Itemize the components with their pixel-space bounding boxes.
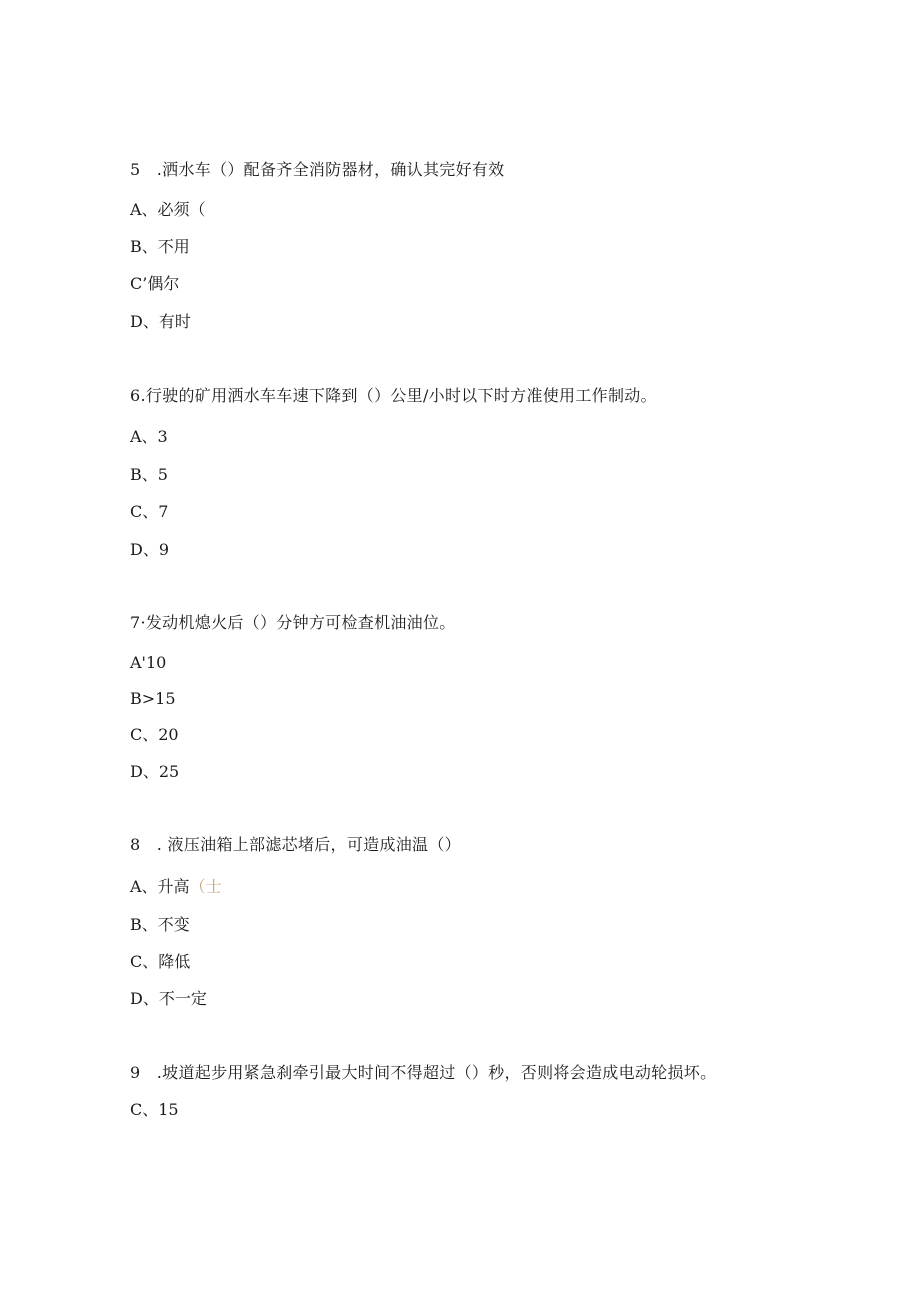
option-8a (130, 877, 222, 897)
option-5c: C’偶尔 (130, 274, 180, 293)
option-8a-label: A、升高 (130, 877, 190, 896)
option-5d: D、有时 (130, 312, 191, 331)
option-8d: D、不一定 (130, 989, 207, 1008)
option-7c: C、20 (130, 725, 179, 744)
question-6: 6.行驶的矿用洒水车车速下降到（）公里/小时以下时方准使用工作制动。 (130, 386, 657, 405)
option-7b: B>15 (130, 689, 176, 708)
option-5a: A、必须（ (130, 200, 206, 219)
option-6a: A、3 (130, 427, 168, 446)
question-8: 8 . 液压油箱上部滤芯堵后，可造成油温（） (130, 835, 461, 854)
option-6c: C、7 (130, 502, 169, 521)
option-8c: C、降低 (130, 952, 191, 971)
question-5: 5 .洒水车（）配备齐全消防器材，确认其完好有效 (130, 160, 505, 179)
question-7: 7·发动机熄火后（）分钟方可检查机油油位。 (130, 613, 456, 632)
option-9c: C、15 (130, 1100, 179, 1119)
option-5b: B、不用 (130, 237, 190, 256)
option-7d: D、25 (130, 762, 180, 781)
option-8b: B、不变 (130, 915, 190, 934)
option-6d: D、9 (130, 540, 170, 559)
option-7a: A'10 (130, 653, 167, 672)
question-9: 9 .坡道起步用紧急刹牵引最大时间不得超过（）秒，否则将会造成电动轮损坏。 (130, 1063, 717, 1082)
option-6b: B、5 (130, 465, 168, 484)
handwritten-mark: （士 (189, 877, 222, 896)
